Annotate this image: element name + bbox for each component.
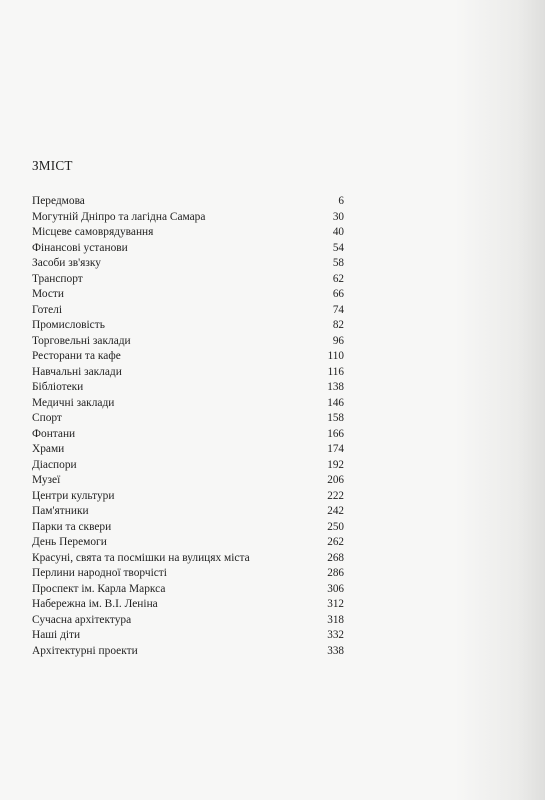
toc-list: [32, 194, 344, 659]
toc-entry-page: 40: [332, 226, 344, 238]
toc-entry: [32, 380, 344, 396]
toc-entry-page: 146: [327, 396, 344, 409]
toc-entry-page: 96: [332, 334, 344, 347]
toc-entry-title: День Перемоги: [32, 536, 107, 548]
toc-entry: [32, 582, 344, 598]
toc-entry: [32, 473, 344, 489]
toc-entry-title: Ресторани та кафе: [32, 350, 121, 362]
toc-entry: [32, 411, 344, 427]
toc-entry-title: Храми: [32, 443, 65, 455]
toc-entry-page: 250: [327, 520, 344, 533]
toc-entry-title: Засоби зв'язку: [32, 257, 101, 269]
toc-entry: [32, 458, 344, 474]
toc-entry-title: Передмова: [32, 195, 85, 207]
toc-entry: [32, 225, 344, 241]
toc-entry: [32, 334, 344, 350]
toc-entry-title: Сучасна архітектура: [32, 613, 132, 626]
page-title: ЗМІСТ: [32, 158, 73, 173]
toc-entry-title: Перлини народної творчісті: [32, 567, 167, 579]
page-edge-shadow: [455, 0, 545, 800]
toc-entry-title: Пам'ятники: [32, 505, 89, 517]
toc-entry-page: 332: [327, 629, 344, 641]
toc-entry: [32, 613, 344, 629]
toc-entry: [32, 442, 344, 458]
toc-entry-title: Спорт: [32, 412, 62, 424]
toc-entry-title: Транспорт: [32, 272, 83, 285]
toc-entry-title: Торговельні заклади: [32, 334, 131, 347]
toc-entry: [32, 427, 344, 443]
toc-entry: [32, 504, 344, 520]
toc-entry-page: 222: [327, 489, 344, 502]
toc-entry: [32, 256, 344, 272]
toc-entry-page: 58: [332, 257, 344, 269]
toc-entry: [32, 210, 344, 226]
toc-entry: [32, 551, 344, 567]
toc-entry: [32, 520, 344, 536]
toc-entry-page: 262: [327, 536, 344, 548]
toc-entry-page: 138: [327, 381, 344, 393]
toc-entry: [32, 489, 344, 505]
toc-entry-page: 306: [327, 582, 344, 595]
toc-entry-title: Промисловість: [32, 319, 105, 331]
toc-entry: [32, 644, 344, 660]
toc-entry-page: 174: [327, 443, 344, 455]
toc-entry: [32, 241, 344, 257]
toc-entry: [32, 365, 344, 381]
toc-entry-page: 110: [327, 350, 344, 362]
toc-entry-title: Навчальні заклади: [32, 365, 122, 378]
toc-entry-page: 318: [327, 613, 344, 626]
toc-entry-title: Центри культури: [32, 489, 115, 502]
table-of-contents: [32, 157, 344, 659]
toc-entry: [32, 566, 344, 582]
toc-entry-page: 338: [327, 644, 344, 657]
toc-entry-title: Мости: [32, 288, 64, 300]
toc-entry: [32, 303, 344, 319]
toc-entry-page: 116: [327, 365, 344, 378]
toc-entry-title: Архітектурні проекти: [32, 644, 138, 657]
toc-entry-title: Бібліотеки: [32, 381, 84, 393]
toc-entry: [32, 318, 344, 334]
toc-entry-page: 74: [332, 303, 344, 316]
toc-entry-title: Парки та сквери: [32, 520, 112, 533]
toc-entry-title: Діаспори: [32, 458, 77, 471]
toc-entry-title: Красуні, свята та посмішки на вулицях міста: [32, 551, 250, 564]
toc-entry-title: Набережна ім. В.І. Леніна: [32, 598, 158, 610]
toc-entry: [32, 194, 344, 210]
toc-entry: [32, 349, 344, 365]
toc-entry-title: Готелі: [32, 303, 63, 316]
toc-entry-page: 6: [338, 195, 344, 207]
toc-entry-page: 206: [327, 474, 344, 486]
toc-entry: [32, 535, 344, 551]
toc-entry-page: 192: [327, 458, 344, 471]
toc-entry-title: Наші діти: [32, 629, 81, 641]
toc-entry-title: Музеї: [32, 474, 61, 486]
toc-entry: [32, 287, 344, 303]
toc-entry-title: Місцеве самоврядування: [32, 226, 154, 238]
toc-entry: [32, 628, 344, 644]
toc-entry-page: 158: [327, 412, 344, 424]
toc-entry-page: 268: [327, 551, 344, 564]
toc-entry-title: Фінансові установи: [32, 241, 128, 254]
toc-entry-page: 286: [327, 567, 344, 579]
toc-entry-page: 54: [332, 241, 344, 254]
toc-entry-page: 82: [332, 319, 344, 331]
toc-entry: [32, 396, 344, 412]
toc-entry: [32, 597, 344, 613]
toc-entry-title: Проспект ім. Карла Маркса: [32, 582, 166, 595]
toc-entry-page: 30: [332, 210, 344, 223]
toc-entry-title: Фонтани: [32, 427, 76, 440]
toc-entry-page: 66: [332, 288, 344, 300]
toc-entry-title: Медичні заклади: [32, 396, 115, 409]
toc-entry-page: 166: [327, 427, 344, 440]
toc-entry-title: Могутній Дніпро та лагідна Самара: [32, 210, 206, 223]
toc-entry-page: 312: [327, 598, 344, 610]
toc-entry: [32, 272, 344, 288]
toc-entry-page: 62: [332, 272, 344, 285]
toc-entry-page: 242: [327, 505, 344, 517]
